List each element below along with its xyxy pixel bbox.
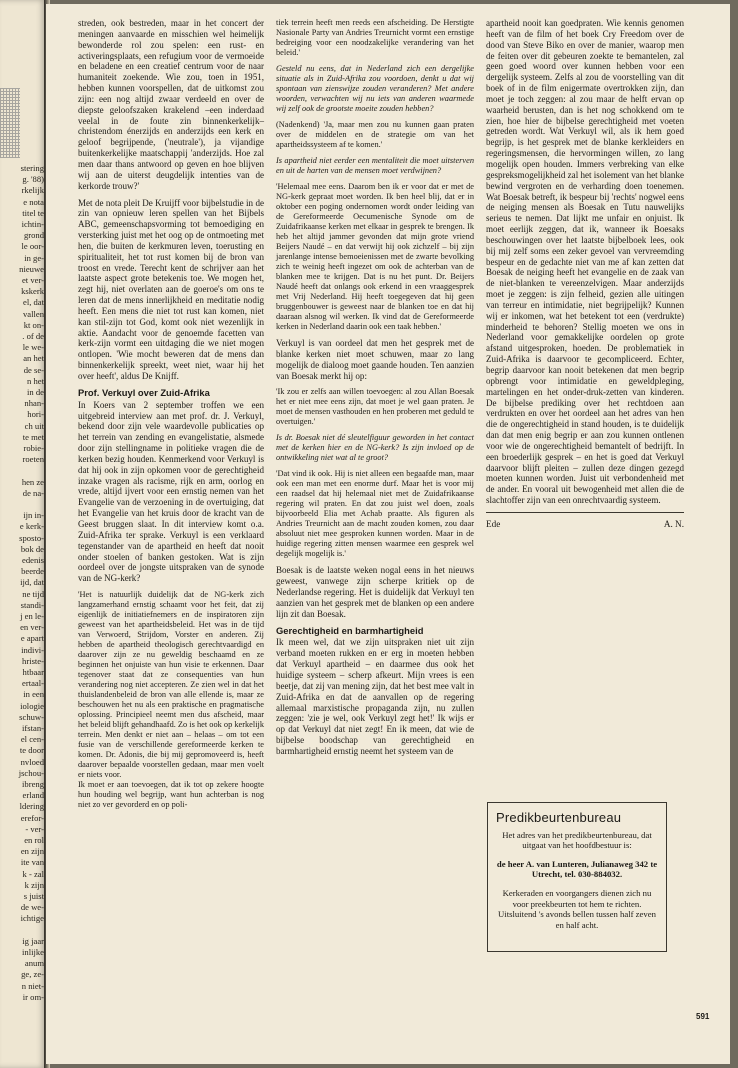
previous-page-fragment: el, dat bbox=[23, 297, 44, 308]
previous-page-fragment: rkelijk bbox=[21, 185, 44, 196]
previous-page-fragment: in een bbox=[23, 689, 44, 700]
previous-page-fragment: de se- bbox=[23, 364, 44, 375]
previous-page-fragment: j en le- bbox=[20, 611, 44, 621]
quotation: Ik moet er aan toevoegen, dat ik tot op zekere hoogte hun houding wel begrijp, want hun achterban is nog niet zo ver gevorderd en op poli- bbox=[78, 780, 264, 810]
previous-page-fragment: sposto- bbox=[19, 532, 44, 543]
paragraph: Verkuyl is van oordeel dat men het gesprek met de blanke kerken niet moet schuwen, maar zo lang mogelijk de dialoog moet gaande houden. Ten aanzien van Boesak merkt hij op: bbox=[276, 338, 474, 381]
previous-page-fragment: ichtige bbox=[20, 913, 44, 924]
previous-page-fragment: ibreng bbox=[22, 779, 44, 789]
interview-question: Is apartheid niet eerder een mentaliteit die moet uitsterven en uit de harten van de mensen moet verdwijnen? bbox=[276, 156, 474, 175]
previous-page-fragment: nvloed bbox=[20, 756, 44, 767]
paragraph: apartheid nooit kan goedpraten. Wie kennis genomen heeft van de film of het boek Cry Freedom over de dood van Steve Biko en over de manier, waarop men de feiten over dit gebeuren zoekte te bemantelen, zal geen goed woord over kunnen hebben voor een dergelijk systeem. Zelfs al zou de voorstelling van dit boek of in de film enigermate overtrokken zijn, dan moet je toch zeggen: al zou maar de helft ervan op waarheid berusten, dan is het nog schokkend om te zien, hoe hier de bijbelse gerechtigheid met voeten getreden wordt. Wat Verkuyl wil, als ik hem goed begrijp, is het gesprek met de blanke kerkleiders en regeringsmensen, die hervormingen willen, zo lang mogelijk open houden. Immers verbreking van elke gespreksmogelijkheid zal het isolement van het blanke bewind vergroten en de verharding doen toenemen. Wat Boesak betreft, ik bespeur bij 'rechts' nogwel eens de neiging mensen als Boesak en Tutu nauwelijks serieus te nemen. Dat lijkt me unfair en onjuist. Ik moet eerlijk zeggen, dat ik, wanneer ik Boesaks beschouwingen over het laatste bijbelboek lees, ook bij mij zelf soms een zeker gevoel van vervreemding bespeur en de gedachte niet van me af kan zetten dat Boesak de neiging heeft het evangelie en de zaak van de niet-blanken te vereenzelvigen. Maar anderzijds moet je zeggen: is zijn felheid, gezien alle uitingen van terreur en intimidatie, niet begrijpelijk? Kunnen wij er inkomen, wat het betekent tot een (verdrukte) minderheid te behoren? Stellig moeten we ons in Nederland voor gemakkelijke oordelen op grote afstand uitgesproken, hoeden. De problematiek in Zuid-Afrika is daarvoor te gecompliceerd. Echter, begrip daarvoor kan nooit betekenen dat men begrip opbrengt voor intimidatie en geweldpleging, martelingen en het onder-druk-zetten van kinderen. De bijbelse prediking over het rechtdoen aan verdrukten en over het oordeel aan het adres van hen die de ongerechtigheid in stand houden, is te duidelijk dan dat men enig begrip er aan zou kunnen ontlenen voor wie de ongerechtigheid bemantelt of bedrijft. In een broederlijk gesprek – en het is goed dat Verkuyl daarvoor blijft pleiten – zullen deze dingen gezegd moeten kunnen worden. Juist uit verbondenheid met de ander. En vooral uit bewogenheid met allen die de slachtoffer zijn van een onrechtvaardig systeem. bbox=[486, 18, 684, 506]
column-1 bbox=[78, 18, 264, 816]
previous-page-fragment: de na- bbox=[22, 487, 44, 498]
quotation: 'Dat vind ik ook. Hij is niet alleen een begaafde man, maar ook een man met een enorme durf. Maar het is voor mij een raadsel dat hij helemaal niet met de Zuidafrikaanse regering wil praten. En dat zou juist wel doen, zoals bijvoorbeeld Elia met Achab praatte. Als figuren als Andries Treurnicht aan de macht zouden komen, zou daar absoluut niet mee gesproken kunnen worden. Maar in de huidige regering zitten mensen waarmee een gesprek wel degelijk mogelijk is.' bbox=[276, 469, 474, 559]
previous-page-fragment: nieuwe bbox=[19, 263, 44, 274]
previous-page-fragment: erland bbox=[22, 790, 44, 801]
previous-page-fragment: hen ze bbox=[21, 476, 44, 487]
previous-page-fragment: robie- bbox=[23, 443, 44, 453]
paragraph: Met de nota pleit De Kruijff voor bijbelstudie in de zin van opnieuw leren spellen van het Bijbels ABC, gemeenschapsvorming tot bemoediging en versterking juist met het oog op de ontmoeting met hen, die buiten de kerkmuren leven, toerusting en spiritualiteit, het tot rust komen bij de bron van troost en vrede. Terecht kent de schrijver aan het laatste aspect grote betekenis toe. We mogen het, zegt hij, niet overlaten aan de goeroe's om ons te leren dat de mens innerlijkheid en meditatie nodig heeft. Een mens die niet tot rust kan komen, niet kan stil-zijn tot God, komt ook niet wezenlijk in aktie. Aandacht voor de genoemde facetten van kerk-zijn vormt een uitdaging die we niet mogen ontlopen. 'Wie mocht beweren dat de mens dan binnenkerkelijk spreekt, weet niet, waar hij het over heeft', aldus De Knijff. bbox=[78, 197, 264, 381]
section-heading: Gerechtigheid en barmhartigheid bbox=[276, 624, 424, 636]
previous-page-fragment: erefor- bbox=[20, 812, 44, 823]
previous-page-fragment: s juist bbox=[23, 891, 44, 901]
notice-address: de heer A. van Lunteren, Julianaweg 342 te Utrecht, tel. 030-884032. bbox=[496, 858, 658, 880]
previous-page-fragment: te door bbox=[19, 745, 44, 756]
interview-question: Gesteld nu eens, dat in Nederland zich een dergelijke situatie als in Zuid-Afrika zou voordoen, denkt u dat wij spontaan van zienswijze zouden veranderen? Met andere woorden, verwachten wij nu iets van anderen waarmede wij zelf ook de grootste moeite zouden hebben? bbox=[276, 64, 474, 113]
previous-page-fragment: e apart bbox=[20, 633, 44, 644]
notice-text: Kerkeraden en voorgangers dienen zich nu voor preekbeurten tot hem te richten. Uitsluitend 's avonds bellen tussen half zeven en half acht. bbox=[498, 887, 656, 930]
previous-page-fragment: e kerk- bbox=[19, 521, 44, 532]
previous-page-fragment: k zijn bbox=[24, 879, 44, 890]
previous-page-fragment: . of de bbox=[22, 331, 44, 341]
quotation: 'Helemaal mee eens. Daarom ben ik er voor dat er met de NG-kerk gepraat moet worden. Ik ben heel blij, dat er in oktober een poging ondernomen wordt onder leiding van de Gereformeerde Oecumenische Synode om de Zuidafrikaanse kerken met elkaar in gesprek te brengen. Ik heb het altijd jammer gevonden dat mijn grote vriend Beijers Naudé – en dat verwijt hij ook zichzelf – bij zijn jarenlange intense bemoeienissen met de zwarte bevolking zich te weinig heeft ingezet om ook de achterban van de blanken mee te krijgen. Dat is nu het punt. Dr. Beijers Naudé heeft dat onlangs ook erkend in een vraaggesprek met Vrij Nederland. Hij heeft toegegeven dat hij geen bruggenbouwer is geweest naar de blanken toe en dat hij daaraan alsnog wil werken. Ik vind dat de Gereformeerde kerken in Nederland daarin ook een taak hebben.' bbox=[276, 182, 474, 331]
previous-page-fragment: en rol bbox=[24, 835, 44, 845]
previous-page-fragment: ne tijd bbox=[22, 588, 44, 599]
previous-page-fragment: iologie bbox=[20, 700, 44, 711]
halftone-pattern bbox=[0, 88, 20, 158]
previous-page-fragment: titel te bbox=[22, 207, 44, 218]
previous-page-fragment: kt on- bbox=[23, 319, 44, 330]
previous-page-fragment: ite van bbox=[20, 857, 44, 868]
previous-page-fragment: ichtin- bbox=[21, 219, 44, 229]
previous-page-fragment: in de bbox=[27, 387, 44, 397]
signature-line bbox=[486, 519, 684, 530]
previous-page-fragment: le we- bbox=[22, 342, 44, 353]
previous-page-fragment: en ver- bbox=[20, 622, 44, 633]
previous-page-fragment: el cen- bbox=[20, 734, 44, 745]
notice-title: Predikbeurtenbureau bbox=[496, 810, 622, 825]
previous-page-fragment: hori- bbox=[27, 409, 44, 420]
paragraph: In Koers van 2 september troffen we een uitgebreid interview aan met prof. dr. J. Verkuyl, bekend door zijn vele waardevolle publicaties op het terrein van zending en evangelistatie, alsmede door zijn stellingname in politieke vragen die de kerken bezig houden. Kenmerkend voor Verkuyl is dat hij ook in zijn opkomen voor de gerechtigheid inzake vragen als racisme, rijk en arm, oorlog en vrede, altijd ijvert voor een ernstig nemen van het Evangelie van de verzoening in de overtuiging, dat het Evangelie van het kruis door de kracht van de Geest bruggen slaat. In dit interview komt o.a. Zuid-Afrika ter sprake. Verkuyl is een verklaard tegenstander van de apartheid en heeft dat nooit onder stoelen of banken gestoken. Wat is zijn oordeel over de jongste uitspraken van de synode van de NG-kerk? bbox=[78, 399, 264, 584]
previous-page-fragment: nhan- bbox=[24, 398, 44, 409]
previous-page-fragment: ijn in- bbox=[23, 510, 44, 521]
interview-question: Is dr. Boesak niet dé sleutelfiguur geworden in het contact met de kerken hier en de NG-kerk? Is zijn invloed op de ontwikkeling niet wat al te groot? bbox=[276, 433, 474, 463]
divider bbox=[486, 512, 684, 513]
previous-page-fragment: bok de bbox=[20, 543, 44, 554]
previous-page-fragment: in ge- bbox=[24, 252, 44, 263]
quotation: tiek terrein heeft men reeds een afscheiding. De Herstigte Nasionale Party van Andries Treurnicht vormt een ernstige bedreiging voor een noodzakelijke verandering van het beleid.' bbox=[276, 18, 474, 57]
previous-page-fragment: ldering bbox=[19, 801, 44, 812]
paragraph: Ik meen wel, dat we zijn uitspraken niet uit zijn verband moeten rukken en er erg in moeten hebben dat Verkuyl apartheid – en daarmee dus ook het huidige systeem – scherp afkeurt. Mijn vrees is een beetje, dat zij van mening zijn, dat het best mee valt in Zuid-Afrika en dat de aanvallen op de regering allemaal marxistische propaganda zijn, nu zullen zeggen: 'zie je wel, ook Verkuyl zegt het!' Ik wijs er op dat Verkuyl dat niet zegt! En ik meen, dat wie de bijbelse boodschap van gerechtigheid en barmhartigheid ernstig neemt het systeem van de bbox=[276, 637, 474, 756]
previous-page-fragment: et ver- bbox=[21, 275, 44, 285]
previous-page-fragment: schuw- bbox=[19, 711, 44, 722]
quotation: 'Het is natuurlijk duidelijk dat de NG-kerk zich langzamerhand ernstig schaamt voor het feit, dat zij eigenlijk de initiatiefnemers en de inspiratoren zijn geweest van het apartheidsbeleid. Het was in de tijd van Verwoerd, Strijdom, Vorster en anderen. Zij hebben de apartheid theologisch gerechtvaardigd en daarover zijn ze nu geweldig beschaamd en ze beginnen het onjuiste van hun visie te erkennen. Daar tegenover staat dat ze consequenties van hun verandering nog niet accepteren. Ze zien wel in dat het thuislandenbeleid de bron van alle ellende is, maar ze beschouwen het nu als een praktische en pragmatische oplossing. Principieel neemt men dus afscheid, maar het beleid blijft gehandhaafd. Zo is het ook op kerkelijk terrein. Men denkt er niet aan – helaas – om tot een fusie van de verschillende gereformeerde kerken te komen. Dr. Adonis, die bij mij gepromoveerd is, heeft daarover bepaalde voorstellen gedaan, maar men voelt er niets voor. bbox=[78, 590, 264, 780]
previous-page-fragment: grond bbox=[23, 230, 44, 241]
previous-page-fragment: an het bbox=[23, 353, 44, 364]
previous-page-fragment: indivi- bbox=[21, 644, 44, 655]
page-number: 591 bbox=[696, 1012, 710, 1021]
previous-page-fragment: e nota bbox=[23, 196, 44, 207]
paragraph: streden, ook bestreden, maar in het concert der meningen aanvaarde en misschien wel heimelijk bewonderde rol zou spelen: een rust- en activeringsplaats, een refugium voor de vermoeide en beladene en een creatief centrum voor de naar humaniteit zoekende. Wie zou, toen in 1951, hebben kunnen voorspellen, dat de uitkomst zou zijn: een nog altijd zwaar verdeeld en over de diepste geloofszaken krakelend –een inderdaad veelal in de foute zin binnenkerkelijk– christendom énerzijds en anderzijds een kerk en geloof begrijpende, ('neutrale'), ja vijandige buitenkerkelijke maatschappij 'anderzijds. Hoe zal men daar thans antwoord op geven en hoe blijven wij aan de uiterst deugdelijk intenties van de kerkorde trouw?' bbox=[78, 18, 264, 191]
previous-page-fragment: ge, ze- bbox=[21, 969, 44, 980]
quotation: 'Ik zou er zelfs aan willen toevoegen: al zou Allan Boesak het er niet mee eens zijn, dat moet je wel gaan praten. Je moet de mensen vasthouden en hen proberen met geduld te overtuigen.' bbox=[276, 387, 474, 427]
previous-page-fragment: n niet- bbox=[21, 980, 44, 991]
previous-page-fragment: inlijke bbox=[22, 947, 44, 957]
previous-page-fragment: de we- bbox=[20, 902, 44, 913]
predikbeurtenbureau-notice bbox=[487, 802, 667, 952]
notice-text: Het adres van het predikbeurtenbureau, dat uitgaat van het hoofdbestuur is: bbox=[502, 829, 652, 851]
section-heading: Prof. Verkuyl over Zuid-Afrika bbox=[78, 386, 210, 398]
previous-page-fragment: beerde bbox=[21, 566, 44, 577]
previous-page-fragment: anum bbox=[24, 958, 44, 969]
previous-page-fragment: standi- bbox=[20, 599, 44, 610]
previous-page-fragment: ig jaar bbox=[22, 935, 44, 946]
previous-page-fragment: ir om- bbox=[22, 991, 44, 1002]
previous-page-fragment: le oor- bbox=[21, 241, 44, 252]
column-2 bbox=[276, 18, 474, 763]
previous-page-edge bbox=[0, 0, 46, 1068]
previous-page-fragment: edenis bbox=[22, 555, 44, 565]
quotation: (Nadenkend) 'Ja, maar men zou nu kunnen gaan praten over de middelen en de strategie om van het apartheidssysteem af te komen.' bbox=[276, 120, 474, 149]
previous-page-fragment: - ver- bbox=[25, 823, 44, 834]
column-3 bbox=[486, 18, 684, 530]
previous-page-fragment: jschou- bbox=[18, 767, 44, 778]
previous-page-fragment: ijd, dat bbox=[20, 577, 44, 588]
signature-initials: A. N. bbox=[663, 518, 684, 529]
previous-page-fragment: g. '88) bbox=[22, 174, 44, 185]
previous-page-fragment: te met bbox=[22, 431, 44, 442]
previous-page-fragment: ch uit bbox=[24, 420, 44, 431]
previous-page-fragment: htbaar bbox=[22, 667, 44, 677]
previous-page-fragment: kskerk bbox=[21, 286, 44, 297]
previous-page-fragment: n het bbox=[27, 375, 44, 386]
previous-page-fragment: en zijn bbox=[20, 846, 44, 857]
previous-page-fragment: ifstan- bbox=[22, 723, 44, 733]
previous-page-fragment: stering bbox=[20, 163, 44, 173]
previous-page-fragment: roeten bbox=[22, 454, 44, 465]
previous-page-fragment: vallen bbox=[23, 308, 44, 319]
signature-place: Ede bbox=[486, 518, 501, 529]
previous-page-fragment: k - zal bbox=[22, 868, 44, 879]
previous-page-fragment: hriste- bbox=[22, 655, 44, 666]
paragraph: Boesak is de laatste weken nogal eens in het nieuws geweest, vanwege zijn scherpe kritiek op de Nederlandse regering. Het is duidelijk dat Verkuyl ten aanzien van het gesprek met de blanken op een andere lijn zit dan Boesak. bbox=[276, 565, 474, 619]
previous-page-fragment: ertaal- bbox=[22, 678, 44, 689]
